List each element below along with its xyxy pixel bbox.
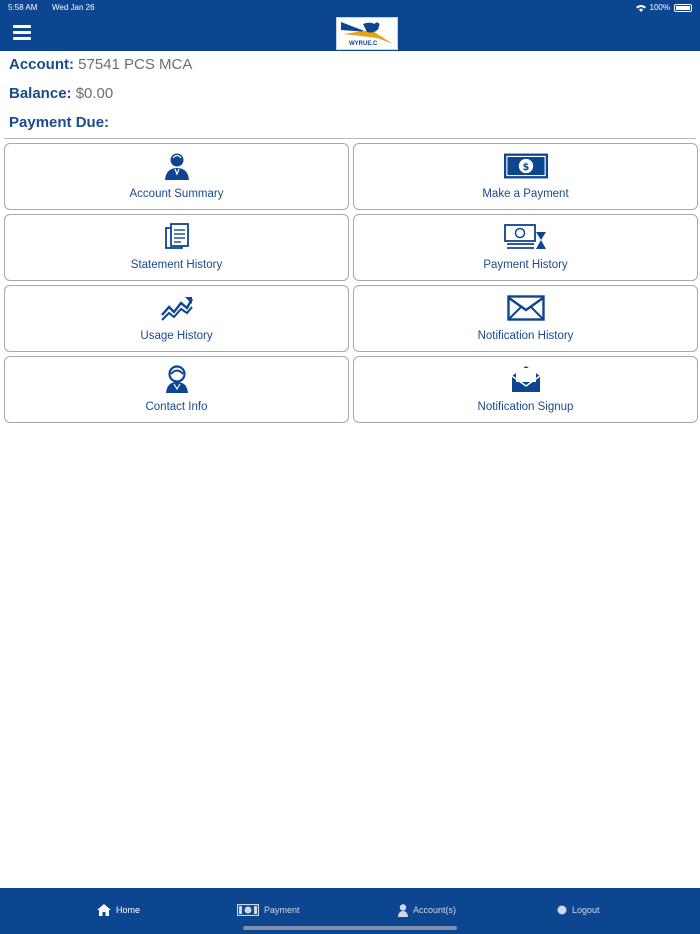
notification-signup-button[interactable] xyxy=(353,356,698,423)
menu-grid xyxy=(4,143,697,423)
logo-text: WYRUE.C xyxy=(349,41,378,47)
divider xyxy=(4,138,696,139)
payment-history-button[interactable] xyxy=(353,214,698,281)
account-row xyxy=(9,55,192,84)
money-bill-icon xyxy=(237,904,259,916)
balance-value: $0.00 xyxy=(75,85,114,102)
statement-history-button[interactable] xyxy=(4,214,349,281)
notification-signup-label: Notification Signup xyxy=(477,401,574,413)
notification-history-button[interactable] xyxy=(353,285,698,352)
app-header xyxy=(0,0,700,51)
balance-row xyxy=(9,84,192,113)
battery-icon xyxy=(674,4,692,12)
company-logo xyxy=(336,17,398,50)
tab-home[interactable] xyxy=(97,902,140,918)
tab-logout-label: Logout xyxy=(572,905,600,915)
envelope-icon xyxy=(504,293,548,323)
circle-icon xyxy=(557,905,567,915)
account-info xyxy=(9,55,192,142)
contact-info-button[interactable] xyxy=(4,356,349,423)
battery-percent: 100% xyxy=(649,3,670,12)
usage-history-label: Usage History xyxy=(140,330,213,342)
hamburger-menu-icon[interactable] xyxy=(13,25,31,39)
status-right xyxy=(636,0,692,16)
svg-text:$: $ xyxy=(522,161,529,173)
tab-payment-label: Payment xyxy=(264,905,300,915)
status-date: Wed Jan 26 xyxy=(52,3,95,12)
money-bill-icon xyxy=(504,151,548,181)
balance-label: Balance: xyxy=(9,85,72,102)
status-bar xyxy=(0,0,700,16)
contact-info-label: Contact Info xyxy=(145,401,208,413)
envelope-signup-icon xyxy=(504,364,548,394)
account-label: Account: xyxy=(9,56,74,73)
documents-icon xyxy=(155,222,199,252)
tab-accounts[interactable] xyxy=(398,902,456,918)
make-payment-label: Make a Payment xyxy=(482,188,569,200)
tab-logout[interactable] xyxy=(557,902,600,918)
user-icon xyxy=(398,904,408,917)
contact-person-icon xyxy=(155,364,199,394)
account-value: 57541 PCS MCA xyxy=(78,56,193,73)
chart-trend-icon xyxy=(155,293,199,323)
statement-history-label: Statement History xyxy=(130,259,223,271)
payment-due-label: Payment Due: xyxy=(9,114,110,131)
account-summary-button[interactable] xyxy=(4,143,349,210)
user-icon xyxy=(155,151,199,181)
wifi-icon xyxy=(636,4,646,12)
status-time: 5:58 AM xyxy=(8,3,38,12)
notification-history-label: Notification History xyxy=(477,330,574,342)
account-summary-label: Account Summary xyxy=(129,188,224,200)
tab-accounts-label: Account(s) xyxy=(413,905,457,915)
payment-history-label: Payment History xyxy=(483,259,568,271)
usage-history-button[interactable] xyxy=(4,285,349,352)
tab-home-label: Home xyxy=(116,905,141,915)
make-payment-button[interactable] xyxy=(353,143,698,210)
money-history-icon xyxy=(504,222,548,252)
home-indicator xyxy=(243,926,457,930)
home-icon xyxy=(97,904,111,916)
tab-payment[interactable] xyxy=(237,902,300,918)
